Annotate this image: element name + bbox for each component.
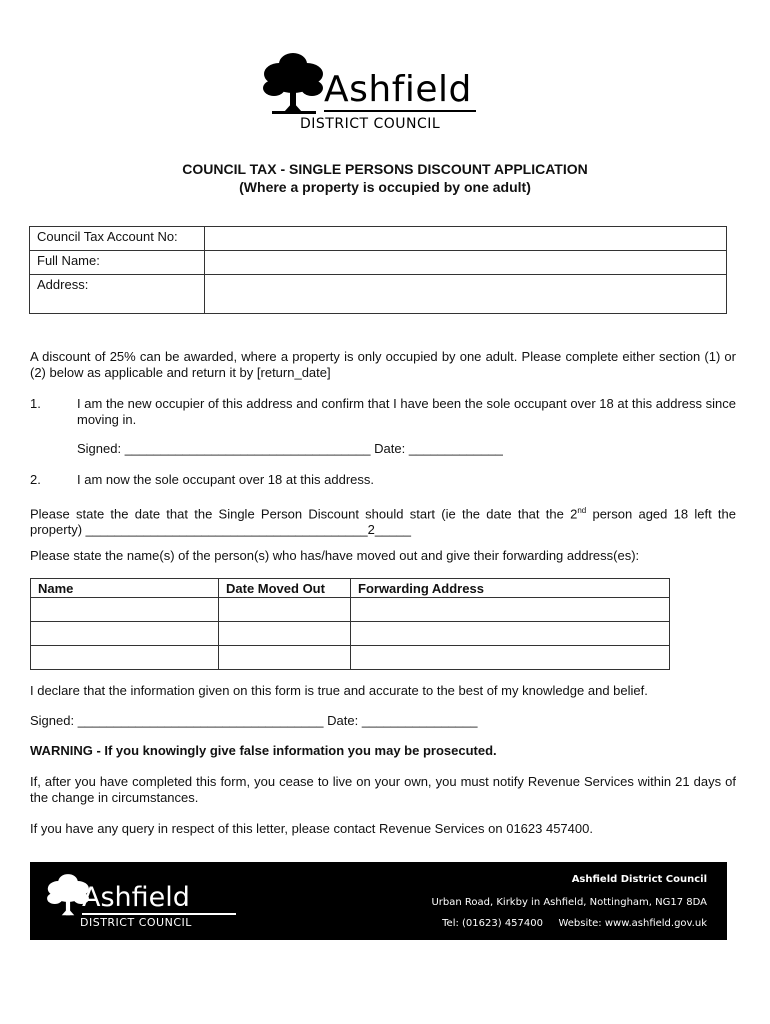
moved-out-prompt: Please state the name(s) of the person(s) who has/have moved out and give their forwarding address(es):: [30, 548, 640, 563]
column-header-forwarding-address: Forwarding Address: [351, 579, 670, 598]
form-title: COUNCIL TAX - SINGLE PERSONS DISCOUNT APPLICATION: [182, 161, 588, 177]
logo-subtitle: DISTRICT COUNCIL: [300, 116, 441, 132]
query-text: If you have any query in respect of this letter, please contact Revenue Services on 01623 457400.: [30, 821, 593, 836]
full-name-field[interactable]: [205, 251, 727, 275]
full-name-label: Full Name:: [30, 251, 205, 275]
date-cell[interactable]: [219, 598, 351, 622]
footer-logo-underline: [82, 913, 236, 915]
footer-logo-wordmark: Ashfield: [82, 882, 190, 913]
table-row: [31, 646, 670, 670]
section-2-number: 2.: [30, 472, 41, 487]
address-cell[interactable]: [351, 622, 670, 646]
name-cell[interactable]: [31, 646, 219, 670]
council-logo: [262, 50, 482, 136]
applicant-details-table: [29, 226, 727, 314]
section-1-signature-line[interactable]: Signed: __________________________________ Date: _____________: [77, 441, 503, 456]
column-header-date-moved: Date Moved Out: [219, 579, 351, 598]
footer-banner: [30, 862, 727, 940]
name-cell[interactable]: [31, 622, 219, 646]
name-cell[interactable]: [31, 598, 219, 622]
tree-icon: [262, 50, 324, 116]
declaration-text: I declare that the information given on this form is true and accurate to the best of my knowledge and belief.: [30, 683, 648, 698]
start-date-superscript: nd: [577, 506, 587, 515]
form-subtitle: (Where a property is occupied by one adult): [239, 179, 531, 195]
start-date-prompt[interactable]: [30, 503, 736, 538]
footer-website-link[interactable]: Website: www.ashfield.gov.uk: [558, 918, 707, 929]
table-row: [31, 598, 670, 622]
section-1-number: 1.: [30, 396, 41, 411]
section-2-text: I am now the sole occupant over 18 at this address.: [77, 472, 375, 487]
notify-text: If, after you have completed this form, you cease to live on your own, you must notify Revenue Services within 21 days of the change in circumstances.: [30, 774, 736, 805]
start-date-text-b: person aged 18 left the property) _______________________________________2_____: [30, 506, 736, 538]
account-number-field[interactable]: [205, 227, 727, 251]
start-date-text-a: Please state the date that the Single Person Discount should start (ie the date that the 2: [30, 506, 578, 522]
footer-org-name: Ashfield District Council: [571, 874, 707, 885]
logo-wordmark: Ashfield: [324, 69, 472, 110]
footer-telephone: Tel: (01623) 457400: [442, 918, 543, 929]
logo-underline: [324, 110, 476, 112]
intro-paragraph: A discount of 25% can be awarded, where a property is only occupied by one adult. Please complete either section (1) or (2) below as applicable and return it by [return_date]: [30, 349, 736, 380]
address-field[interactable]: [205, 275, 727, 314]
section-1-text: I am the new occupier of this address and confirm that I have been the sole occupant over 18 at this address since moving in.: [77, 396, 736, 427]
footer-logo-subtitle: DISTRICT COUNCIL: [80, 916, 192, 929]
date-cell[interactable]: [219, 646, 351, 670]
address-label: Address:: [30, 275, 205, 314]
address-cell[interactable]: [351, 598, 670, 622]
footer-address: Urban Road, Kirkby in Ashfield, Nottingham, NG17 8DA: [431, 897, 707, 908]
address-cell[interactable]: [351, 646, 670, 670]
date-cell[interactable]: [219, 622, 351, 646]
moved-out-table: [30, 578, 670, 670]
account-number-label: Council Tax Account No:: [30, 227, 205, 251]
declaration-signature-line[interactable]: Signed: __________________________________ Date: ________________: [30, 713, 478, 728]
column-header-name: Name: [31, 579, 219, 598]
warning-text: WARNING - If you knowingly give false information you may be prosecuted.: [30, 743, 497, 758]
table-row: [31, 622, 670, 646]
